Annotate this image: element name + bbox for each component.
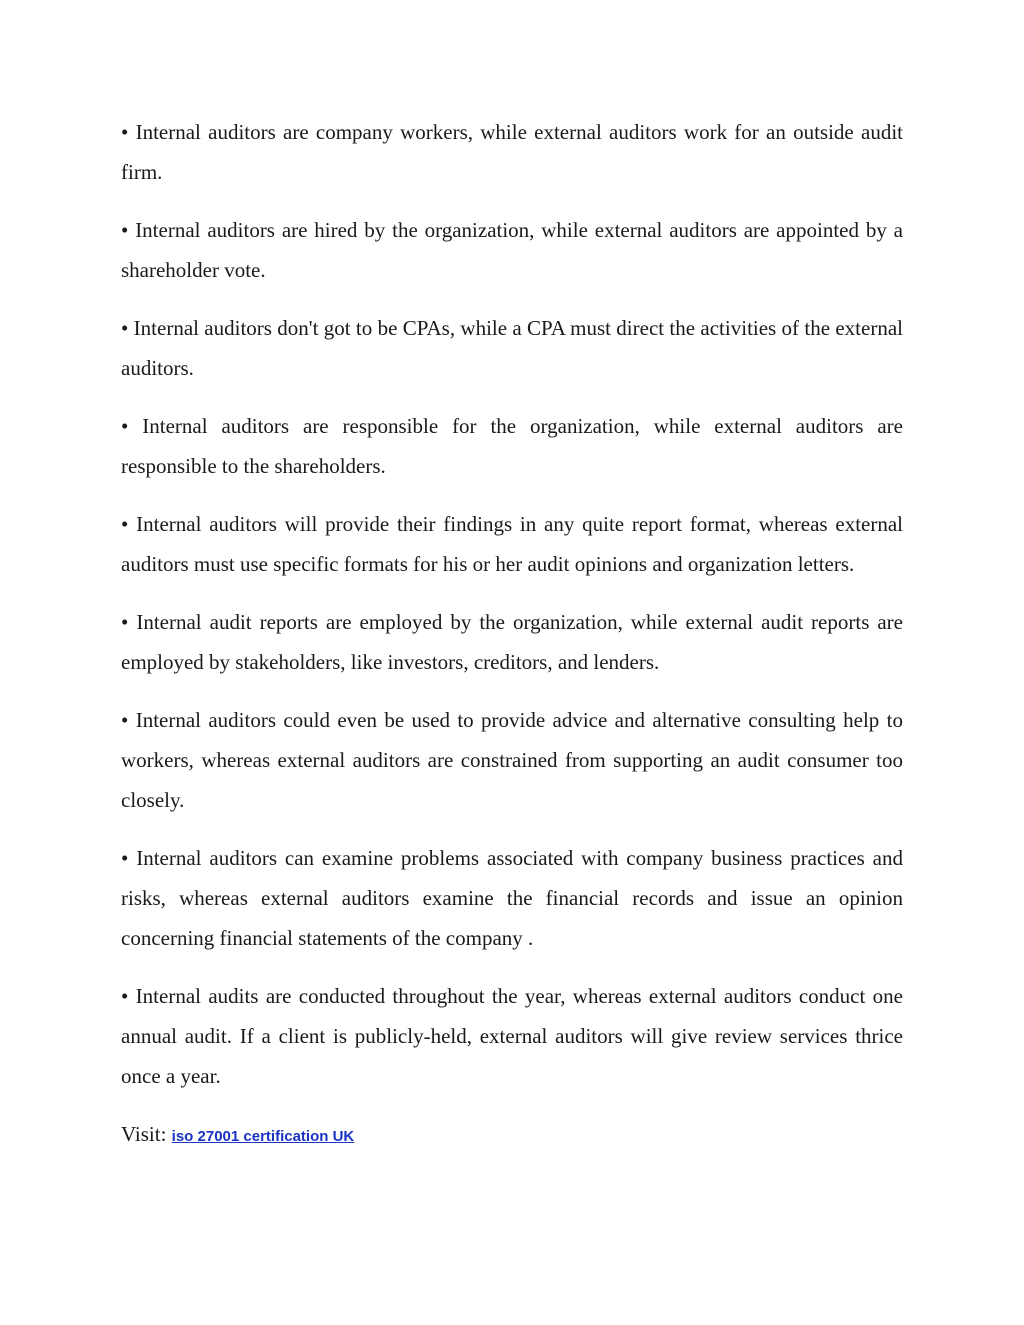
bullet-item-5: • Internal auditors will provide their findings in any quite report format, whereas external auditors must use specific formats for his or her audit opinions and organization letters.: [121, 512, 903, 576]
bullet-item-7: • Internal auditors could even be used to provide advice and alternative consulting help to workers, whereas external auditors are constrained from supporting an audit consumer too closely.: [121, 708, 903, 812]
bullet-item-1: • Internal auditors are company workers, while external auditors work for an outside audit firm.: [121, 120, 903, 184]
document-page: [121, 112, 903, 1157]
bullet-item-4: • Internal auditors are responsible for the organization, while external auditors are responsible to the shareholders.: [121, 414, 903, 478]
bullet-item-2: • Internal auditors are hired by the organization, while external auditors are appointed by a shareholder vote.: [121, 218, 903, 282]
iso-certification-link[interactable]: iso 27001 certification UK: [171, 1128, 355, 1145]
visit-label: Visit:: [121, 1122, 167, 1146]
visit-line: [121, 1114, 903, 1157]
bullet-item-6: • Internal audit reports are employed by the organization, while external audit reports are employed by stakeholders, like investors, creditors, and lenders.: [121, 610, 903, 674]
bullet-item-3: • Internal auditors don't got to be CPAs, while a CPA must direct the activities of the external auditors.: [121, 316, 903, 380]
bullet-item-9: • Internal audits are conducted throughout the year, whereas external auditors conduct one annual audit. If a client is publicly-held, external auditors will give review services thrice once a year.: [121, 984, 903, 1088]
bullet-item-8: • Internal auditors can examine problems associated with company business practices and risks, whereas external auditors examine the financial records and issue an opinion concerning financial statements of the company .: [121, 846, 903, 950]
